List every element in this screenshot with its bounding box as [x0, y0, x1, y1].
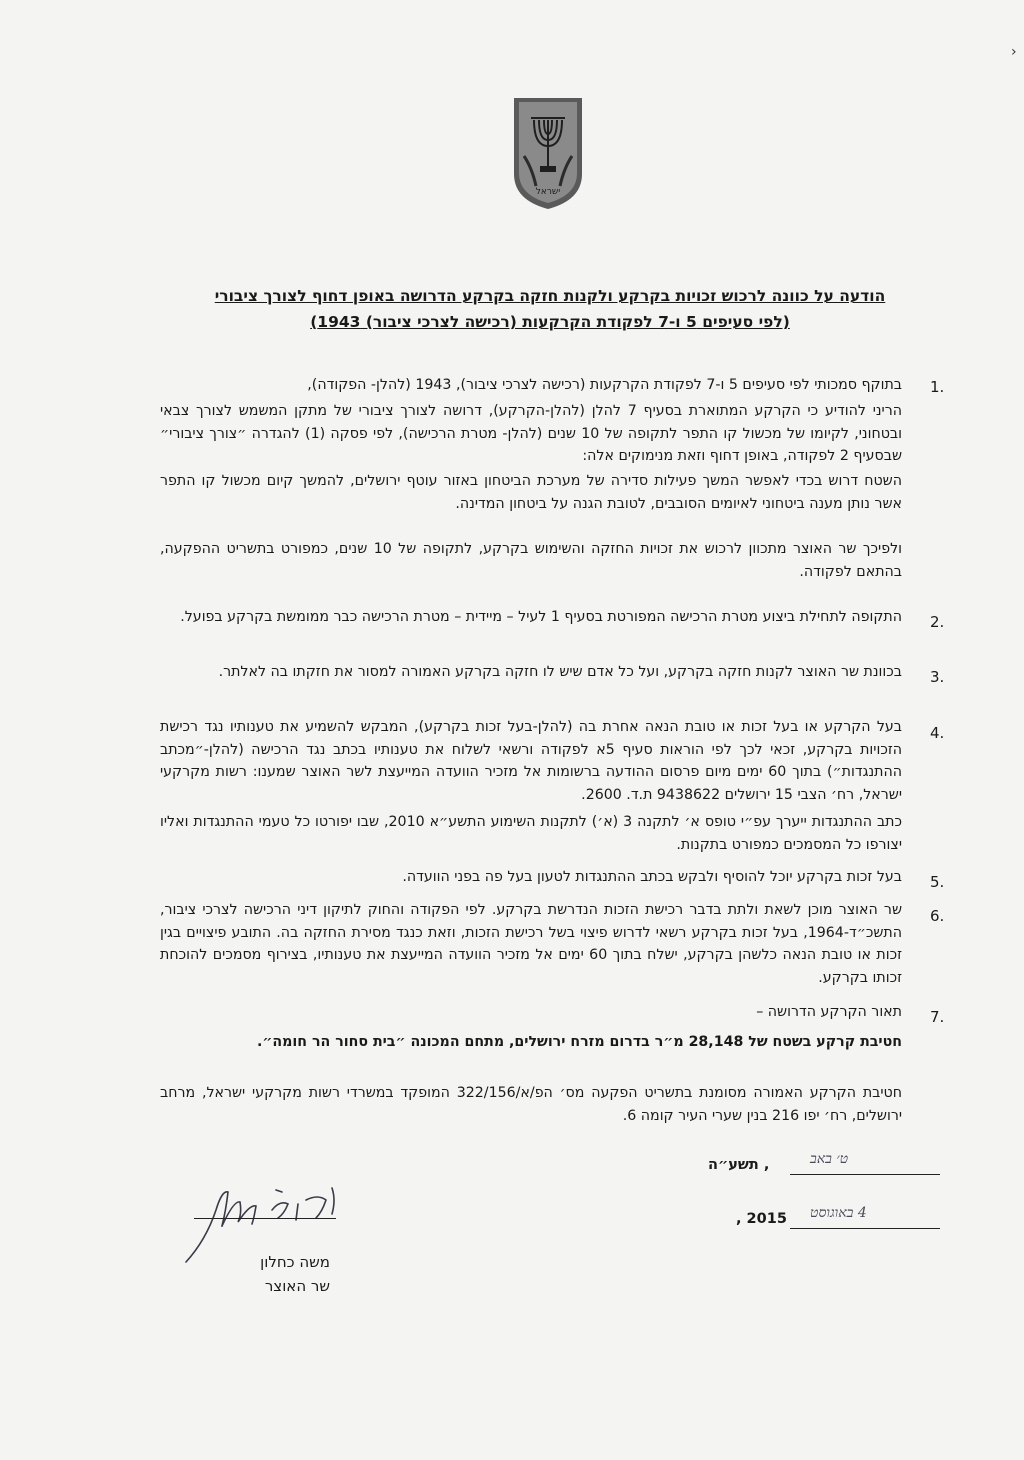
- title-line-2: (לפי סעיפים 5 ו-7 לפקודת הקרקעות (רכישה לצרכי ציבור) 1943): [310, 313, 790, 331]
- edge-mark: ›: [1011, 44, 1017, 60]
- section-number: 7.: [930, 1008, 945, 1026]
- section-number: 4.: [930, 724, 945, 742]
- section-text: חטיבת הקרקע האמורה מסומנת בתשריט הפקעה מס׳ הפ/א/322/156 המופקד במשרדי רשות מקרקעי ישראל, מרחב ירושלים, רח׳ יפו 216 בנין שערי העיר קומה 6.: [160, 1085, 902, 1124]
- section-number: 1.: [930, 378, 945, 396]
- section-text: התקופה לתחילת ביצוע מטרת הרכישה המפורטת בסעיף 1 לעיל – מיידית – מטרת הרכישה כבר ממומשת בקרקע בפועל.: [180, 609, 902, 625]
- hebrew-date-handwritten: ט׳ באב: [810, 1151, 849, 1167]
- hebrew-date-suffix: , תשע״ה: [708, 1157, 770, 1173]
- menorah-emblem-icon: [512, 96, 584, 211]
- section-number: 6.: [930, 907, 945, 925]
- section-text: הריני להודיע כי הקרקע המתוארת בסעיף 7 להלן (להלן-הקרקע), דרושה לצורך ציבורי של מתקן המשמש לצורך צבאי ובטחוני, לקיומו של מכשול קו התפר לתקופה של 10 שנים (להלן- מטרת הרכישה), לפי פסקה (1) להגדרה ״צורך ציבורי״ שבסעיף 2 לפקודה, באופן דחוף וזאת מנימוקים אלה:: [160, 403, 902, 464]
- gregorian-date-suffix: , 2015: [736, 1211, 787, 1227]
- section-number: 5.: [930, 873, 945, 891]
- svg-text:ישראל: ישראל: [535, 187, 561, 197]
- signatory-role: שר האוצר: [264, 1277, 330, 1295]
- section-number: 3.: [930, 668, 945, 686]
- title-line-1: הודעה על כוונה לרכוש זכויות בקרקע ולקנות חזקה בקרקע הדרושה באופן דחוף לצורך ציבורי: [214, 287, 886, 305]
- section-text: תאור הקרקע הדרושה –: [756, 1004, 902, 1020]
- section-text: שר האוצר מוכן לשאת ולתת בדבר רכישת הזכות הנדרשת בקרקע. לפי הפקודה והחוק לתיקון דיני הרכישה לצרכי ציבור, התשכ״ד-1964, בעל זכות בקרקע רשאי לדרוש פיצוי בשל רכישת הזכות, וזאת כנגד מסירת החזקה בה. התובע פיצויים בגין זכות או טובת הנאה כלשהן בקרקע, ישלח בתוך 60 ימים אל מזכיר הוועדה המייעצת את טענותיו, בצירוף מסמכים להוכחת זכותו בקרקע.: [160, 902, 902, 986]
- section-text: בעל הקרקע או בעל זכות או טובת הנאה אחרת בה (להלן-בעל זכות בקרקע), המבקש להשמיע את טענותיו נגד רכישת הזכויות בקרקע, זכאי לכך לפי הוראות סעיף 5א לפקודה ורשאי לשלוח את טענותיו בכתב נגד הרכישה (להלן-״מכתב ההתנגדות״) בתוך 60 ימים מיום פרסום ההודעה ברשומות אל מזכיר הוועדה המייעצת לשר האוצר שמענו: רשות מקרקעי ישראל, רח׳ הצבי 15 ירושלים 9438622 ת.ד. 2600.: [160, 719, 902, 803]
- section-text: בתוקף סמכותי לפי סעיפים 5 ו-7 לפקודת הקרקעות (רכישה לצרכי ציבור), 1943 (להלן- הפקודה),: [307, 377, 902, 393]
- gregorian-date-handwritten: 4 באוגוסט: [810, 1205, 867, 1221]
- section-text: ולפיכך שר האוצר מתכוון לרכוש את זכויות החזקה והשימוש בקרקע, לתקופה של 10 שנים, כמפורט בתשריט ההפקעה, בהתאם לפקודה.: [160, 541, 902, 580]
- hebrew-date-line: [790, 1174, 940, 1175]
- section-text: בכוונת שר האוצר לקנות חזקה בקרקע, ועל כל אדם שיש לו חזקה בקרקע האמורה למסור את חזקתו בה לאלתר.: [218, 664, 902, 680]
- land-description: חטיבת קרקע בשטח של 28,148 מ״ר בדרום מזרח ירושלים, מתחם המכונה ״בית סחור הר חומה״.: [256, 1034, 902, 1050]
- gregorian-date-line: [790, 1228, 940, 1229]
- signatory-name: משה כחלון: [260, 1253, 330, 1271]
- section-text: כתב ההתנגדות ייערך עפ״י טופס א׳ לתקנה 3 (א׳) לתקנות השימוע התשע״א 2010, שבו יפורטו כל טעמי ההתנגדות ואליו יצורפו כל המסמכים כמפורט בתקנות.: [160, 814, 903, 853]
- section-text: השטח דרוש בכדי לאפשר המשך פעילות סדירה של מערכת הביטחון באזור עוטף ירושלים, להמשך קיום מכשול קו התפר אשר נותן מענה ביטחוני לאיומים הסובבים, לטובת הגנה על ביטחון המדינה.: [160, 473, 902, 512]
- section-number: 2.: [930, 613, 945, 631]
- signature-line: [194, 1218, 336, 1219]
- section-text: בעל זכות בקרקע יוכל להוסיף ולבקש בכתב ההתנגדות לטעון בעל פה בפני הוועדה.: [402, 869, 902, 885]
- document-title: [180, 283, 920, 335]
